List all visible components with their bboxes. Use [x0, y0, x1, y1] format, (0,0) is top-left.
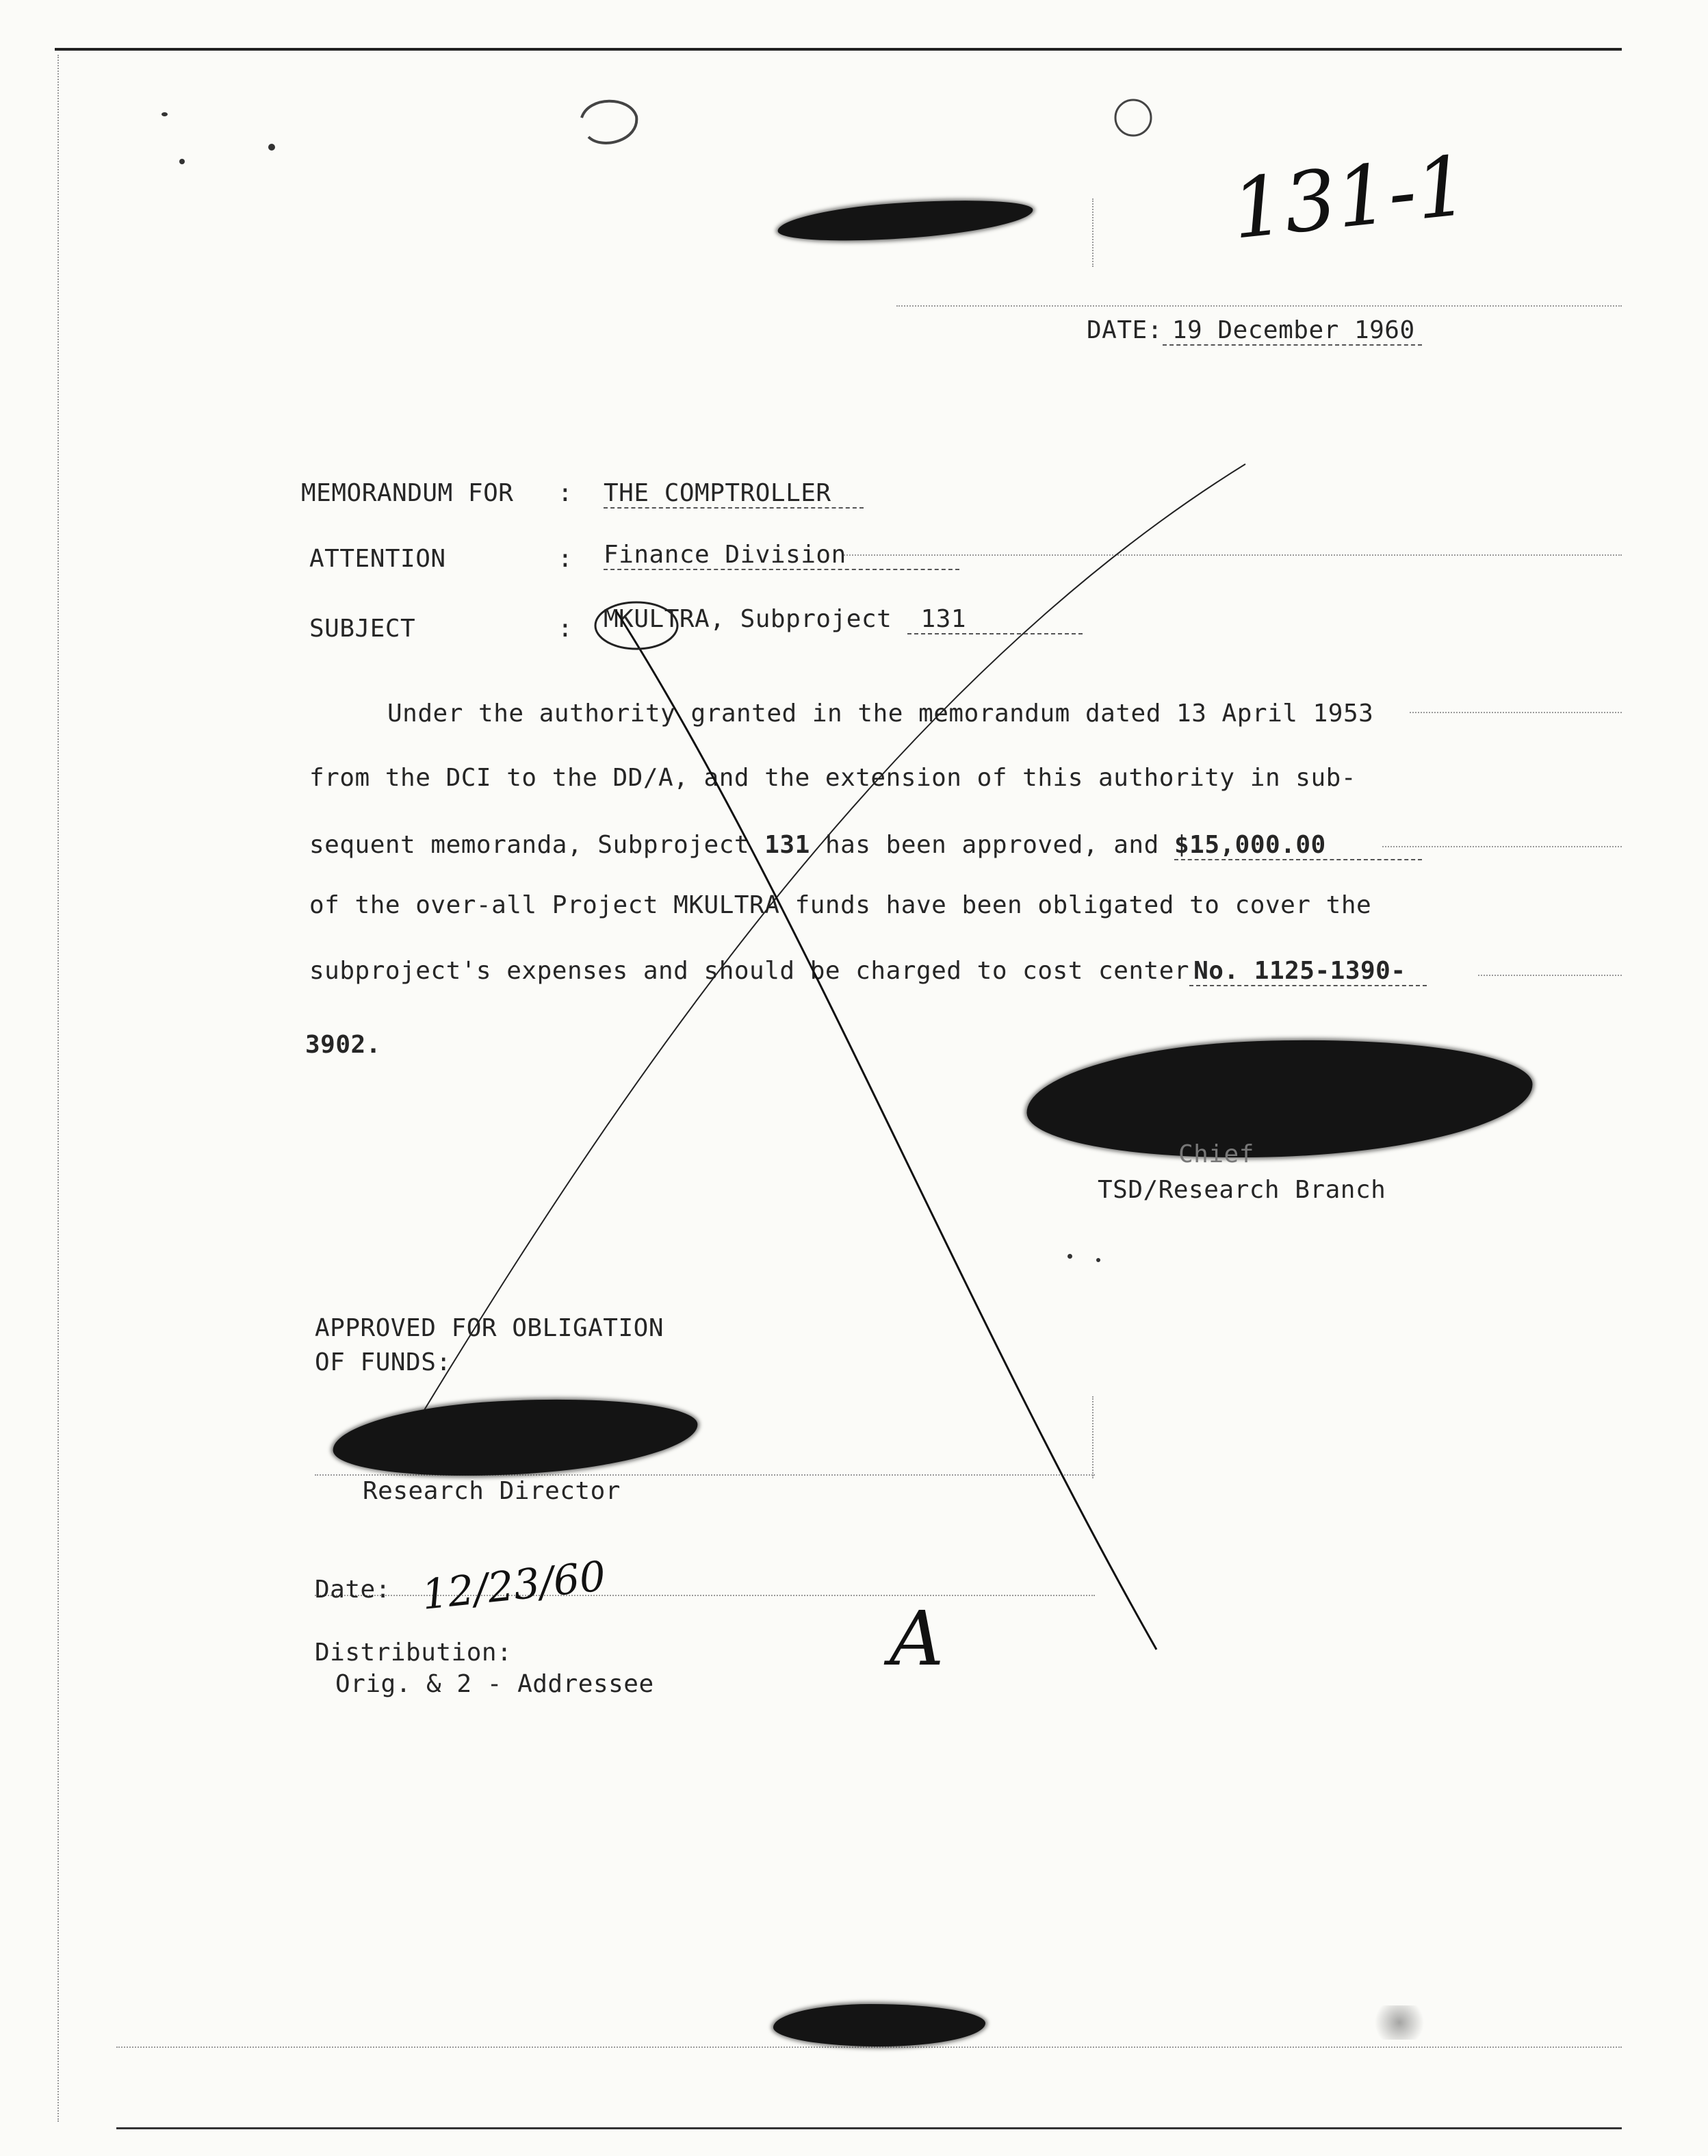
approval-line-2: OF FUNDS:: [315, 1348, 452, 1376]
body-line-4: of the over-all Project MKULTRA funds have been obligated to cover the: [309, 891, 1372, 919]
footer-date-label: Date:: [315, 1576, 391, 1604]
memo-for-label: MEMORANDUM FOR: [301, 479, 514, 507]
diagonal-strike-falling: [616, 611, 1156, 1650]
signature-org: TSD/Research Branch: [1098, 1176, 1386, 1204]
attention-label: ATTENTION: [309, 545, 446, 573]
signature-title: Chief: [1178, 1140, 1254, 1168]
approver-title: Research Director: [363, 1477, 621, 1505]
subject-number: 131: [907, 605, 1083, 634]
body-line-1: Under the authority granted in the memorandum dated 13 April 1953: [387, 700, 1374, 728]
memo-for-colon: :: [558, 479, 573, 507]
body-line-2: from the DCI to the DD/A, and the extension of this authority in sub-: [309, 764, 1356, 792]
subject-label: SUBJECT: [309, 615, 416, 643]
cost-center-number: No. 1125-1390-: [1189, 957, 1426, 986]
diagonal-strike-rising: [424, 464, 1245, 1410]
date-label: DATE:: [1087, 316, 1163, 344]
body-line-6: 3902.: [305, 1031, 381, 1059]
handwritten-mark: A: [890, 1595, 944, 1682]
distribution-label: Distribution:: [315, 1639, 513, 1667]
body-line-3: sequent memoranda, Subproject 131 has been approved, and $15,000.00: [309, 831, 1422, 859]
footer-date-handwritten: 12/23/60: [419, 1552, 608, 1619]
approval-line-1: APPROVED FOR OBLIGATION: [315, 1314, 664, 1342]
subproject-number: 131: [764, 831, 810, 859]
attention-colon: :: [558, 545, 573, 573]
memo-for-value: THE COMPTROLLER: [604, 479, 864, 509]
subject-colon: :: [558, 615, 573, 643]
date-value: 19 December 1960: [1163, 316, 1422, 346]
body-line-5: subproject's expenses and should be charged to cost center No. 1125-1390-: [309, 957, 1427, 985]
subject-project: MKULTRA, Subproject: [604, 605, 892, 633]
attention-value: Finance Division: [604, 541, 959, 570]
file-number-handwritten: 131-1: [1227, 138, 1473, 258]
distribution-item: Orig. & 2 - Addressee: [335, 1670, 654, 1698]
obligated-amount: $15,000.00: [1174, 831, 1422, 860]
